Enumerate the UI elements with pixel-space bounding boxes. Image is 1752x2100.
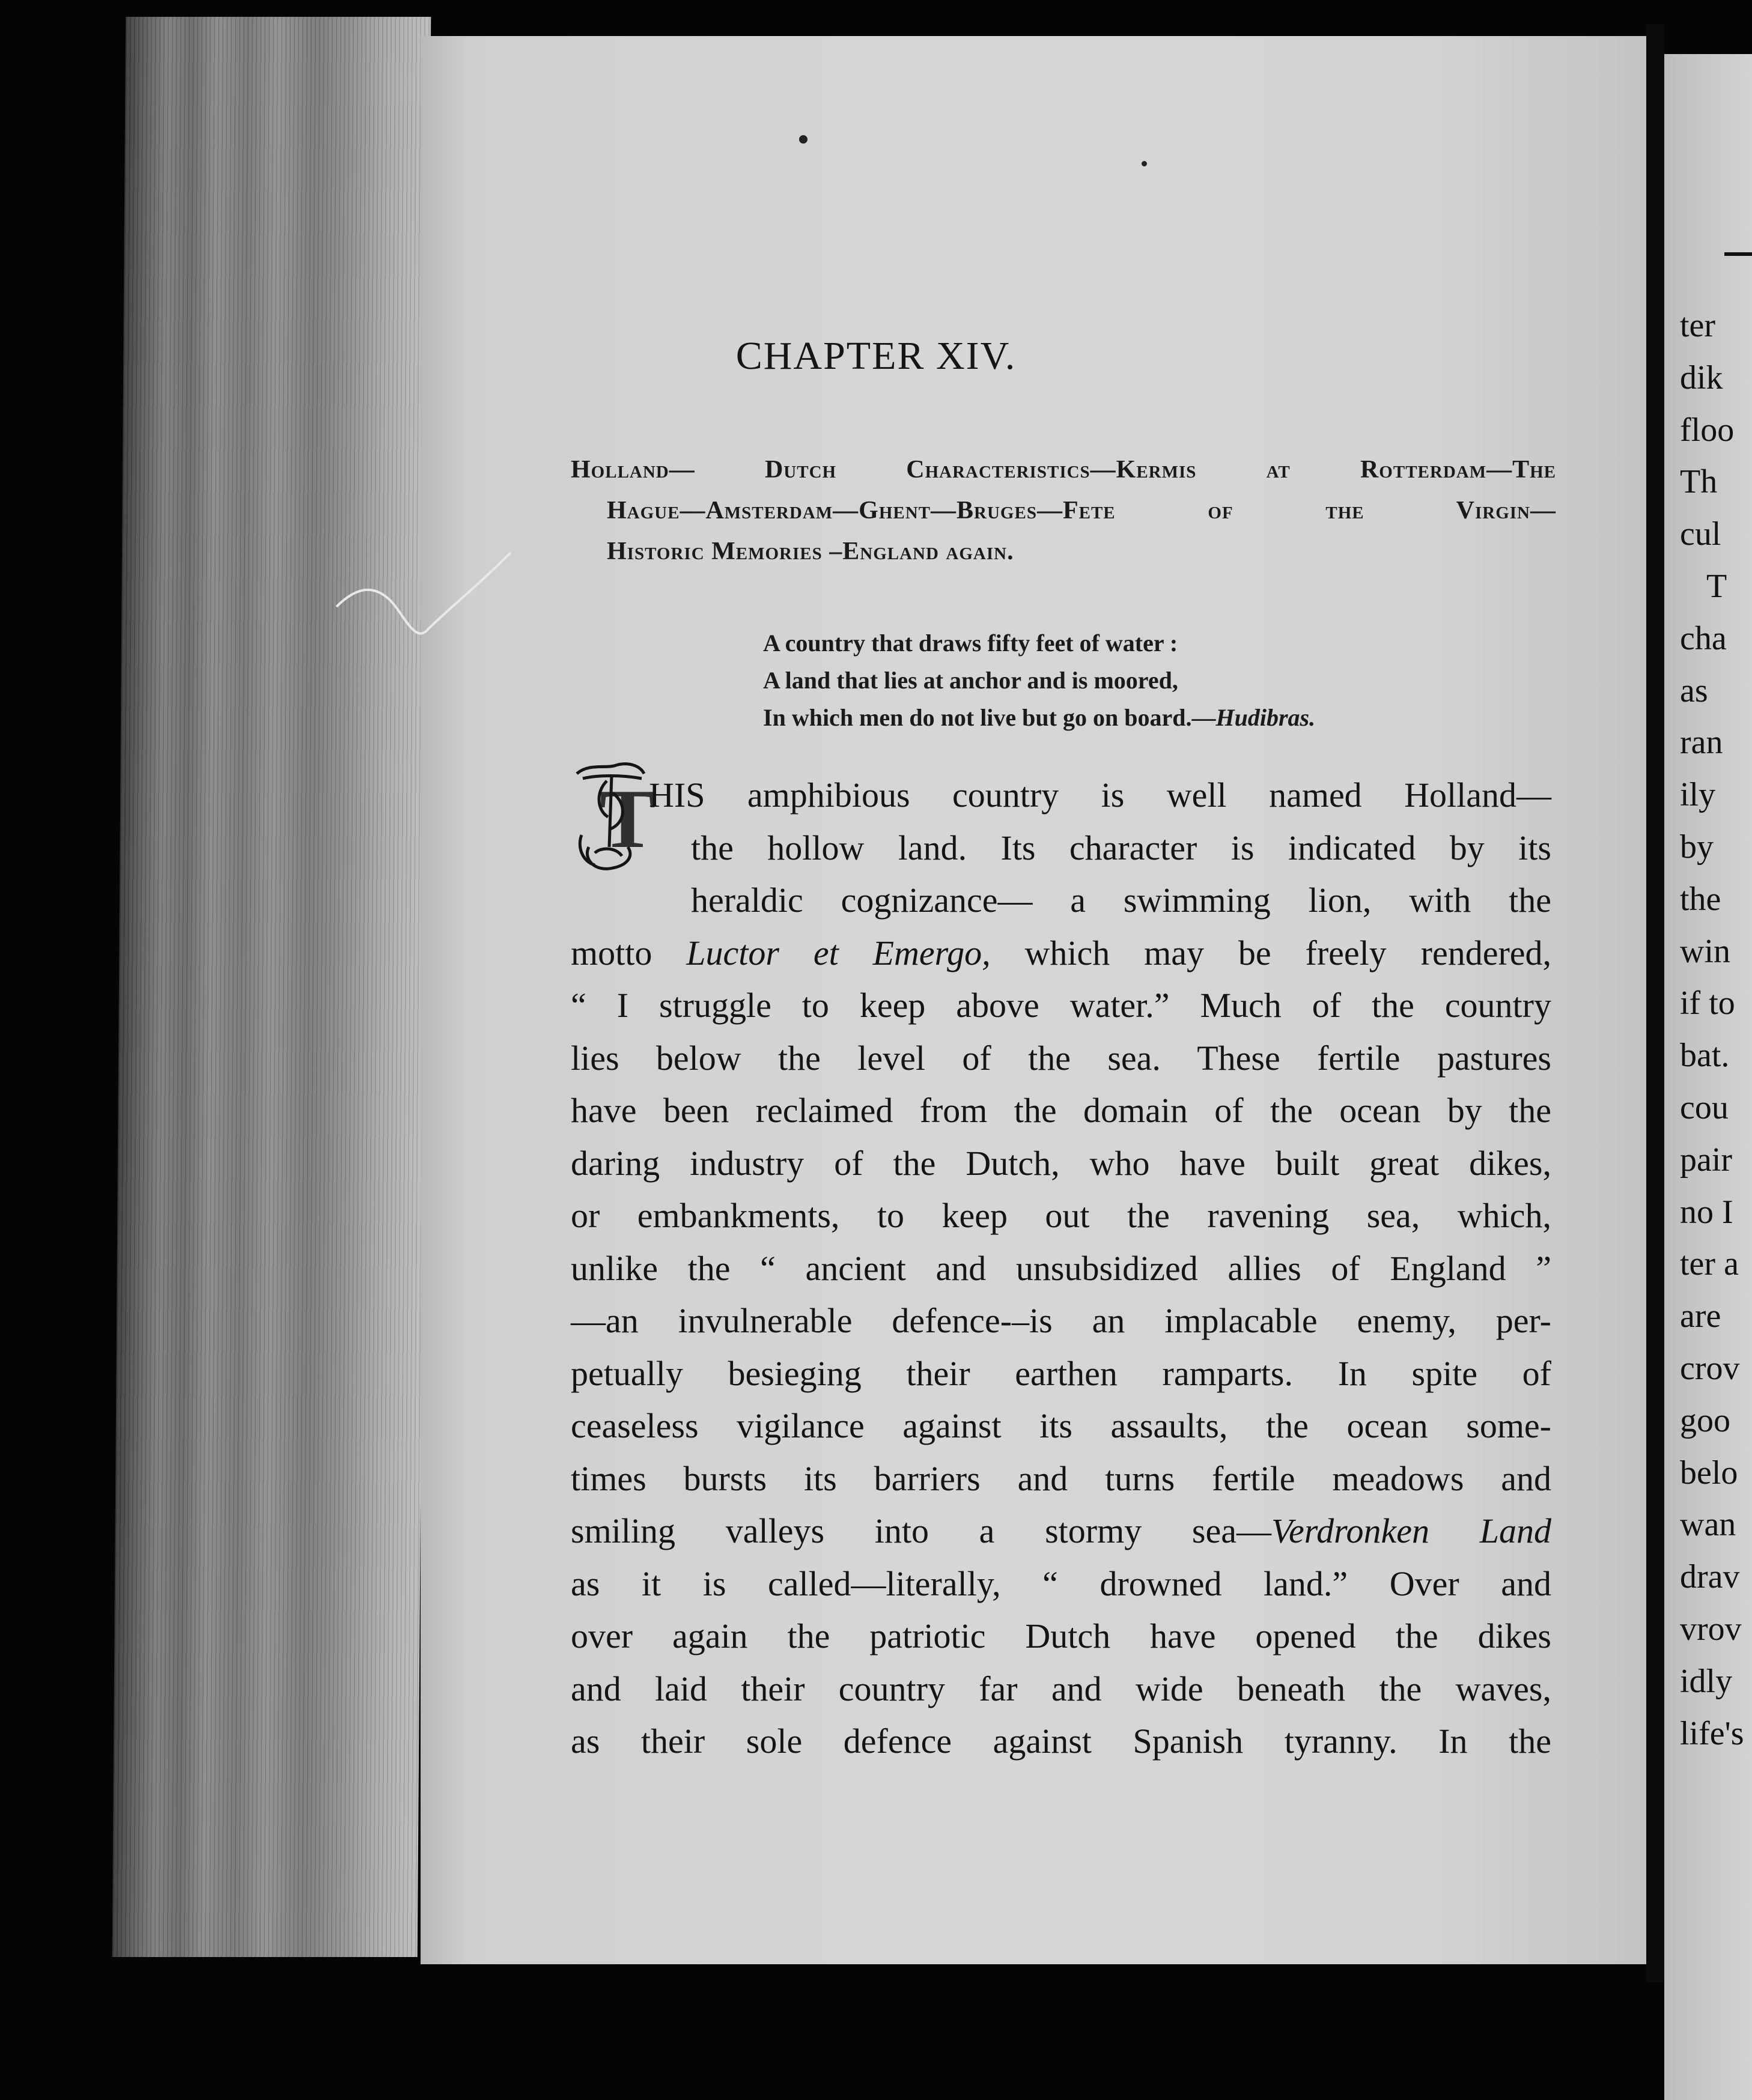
synopsis-line: Holland— Dutch Characteristics—Kermis at Rotterdam—The	[571, 456, 1556, 484]
facing-page-text-fragment: belo	[1680, 1454, 1738, 1492]
facing-page-text-fragment: crov	[1680, 1350, 1740, 1387]
text-line: lies below the level of the sea. These fertile pastures	[571, 1038, 1551, 1078]
gutter	[1646, 24, 1664, 1982]
facing-page-text-fragment: Th	[1680, 463, 1718, 501]
epigraph-line: A country that draws fifty feet of water :	[763, 630, 1178, 657]
facing-page-text-fragment: bat.	[1680, 1037, 1730, 1075]
facing-page-text-fragment: T	[1706, 568, 1727, 605]
chapter-heading: CHAPTER XIV.	[735, 334, 1017, 378]
text-line: as it is called—literally, “ drowned land.” Over and	[571, 1564, 1551, 1603]
page-crease-mark	[330, 541, 523, 673]
text-line: HIS amphibious country is well named Holland—	[649, 775, 1551, 815]
facing-page-text-fragment: the	[1680, 880, 1721, 918]
text-line: times bursts its barriers and turns fertile meadows and	[571, 1458, 1551, 1498]
facing-page-text-fragment: ter	[1680, 307, 1716, 344]
epigraph-line: In which men do not live but go on board.—Hudibras.	[763, 704, 1316, 731]
text-line: heraldic cognizance— a swimming lion, with the	[691, 881, 1551, 920]
text-line: smiling valleys into a stormy sea—Verdronken Land	[571, 1511, 1551, 1550]
facing-page-dash	[1724, 252, 1752, 256]
facing-page-text-fragment: drav	[1680, 1558, 1740, 1596]
text-line: unlike the “ ancient and unsubsidized allies of England ”	[571, 1248, 1551, 1288]
text-line: as their sole defence against Spanish tyranny. In the	[571, 1722, 1551, 1761]
facing-page-text-fragment: if to	[1680, 985, 1735, 1022]
text-line: motto Luctor et Emergo, which may be freely rendered,	[571, 933, 1552, 973]
epigraph-attribution: Hudibras.	[1215, 704, 1316, 731]
facing-page-text-fragment: floo	[1680, 411, 1735, 449]
ink-speck	[799, 135, 808, 144]
facing-page-text-fragment: life's	[1680, 1714, 1744, 1752]
page-edges	[112, 17, 431, 1957]
epigraph-line: A land that lies at anchor and is moored,	[763, 667, 1178, 694]
facing-page-text-fragment: are	[1680, 1297, 1721, 1335]
synopsis-line: Historic Memories –England again.	[607, 538, 1014, 565]
text-line: and laid their country far and wide beneath the waves,	[571, 1669, 1551, 1708]
text-line: —an invulnerable defence-–is an implacable enemy, per-	[571, 1301, 1551, 1340]
facing-page-text-fragment: vrov	[1680, 1610, 1742, 1648]
svg-text:T: T	[600, 772, 656, 866]
facing-page-text-fragment: cul	[1680, 515, 1721, 553]
facing-page-text-fragment: win	[1680, 932, 1730, 970]
facing-page-text-fragment: as	[1680, 672, 1708, 709]
epigraph	[763, 625, 1315, 736]
chapter-synopsis	[571, 449, 1556, 572]
facing-page-text-fragment: idly	[1680, 1662, 1733, 1700]
facing-page-text-fragment: wan	[1680, 1506, 1736, 1544]
text-line: “ I struggle to keep above water.” Much of the country	[571, 986, 1551, 1025]
facing-page-text-fragment: by	[1680, 828, 1714, 866]
facing-page-text-fragment: ily	[1680, 776, 1716, 814]
text-line: over again the patriotic Dutch have opened the dikes	[571, 1616, 1551, 1655]
facing-page-text-fragment: dik	[1680, 359, 1723, 396]
facing-page-text-fragment: cou	[1680, 1089, 1729, 1126]
text-line: ceaseless vigilance against its assaults, the ocean some-	[571, 1406, 1551, 1445]
synopsis-line: Hague—Amsterdam—Ghent—Bruges—Fete of the Virgin—	[607, 497, 1556, 524]
body-text	[571, 769, 1551, 1768]
ink-speck	[1142, 161, 1147, 166]
text-line: the hollow land. Its character is indicated by its	[691, 828, 1551, 867]
facing-page-text-fragment: ter a	[1680, 1245, 1739, 1283]
text-line: petually besieging their earthen ramparts. In spite of	[571, 1353, 1551, 1393]
text-line: daring industry of the Dutch, who have built great dikes,	[571, 1143, 1551, 1183]
facing-page-text-fragment: cha	[1680, 619, 1727, 657]
facing-page-text-fragment: ran	[1680, 724, 1723, 762]
facing-page-text-fragment: no I	[1680, 1193, 1733, 1231]
facing-page-text-fragment: pair	[1680, 1141, 1733, 1179]
text-line: have been reclaimed from the domain of the ocean by the	[571, 1091, 1551, 1130]
facing-page-text-fragment: goo	[1680, 1401, 1730, 1439]
text-line: or embankments, to keep out the ravening sea, which,	[571, 1196, 1551, 1235]
